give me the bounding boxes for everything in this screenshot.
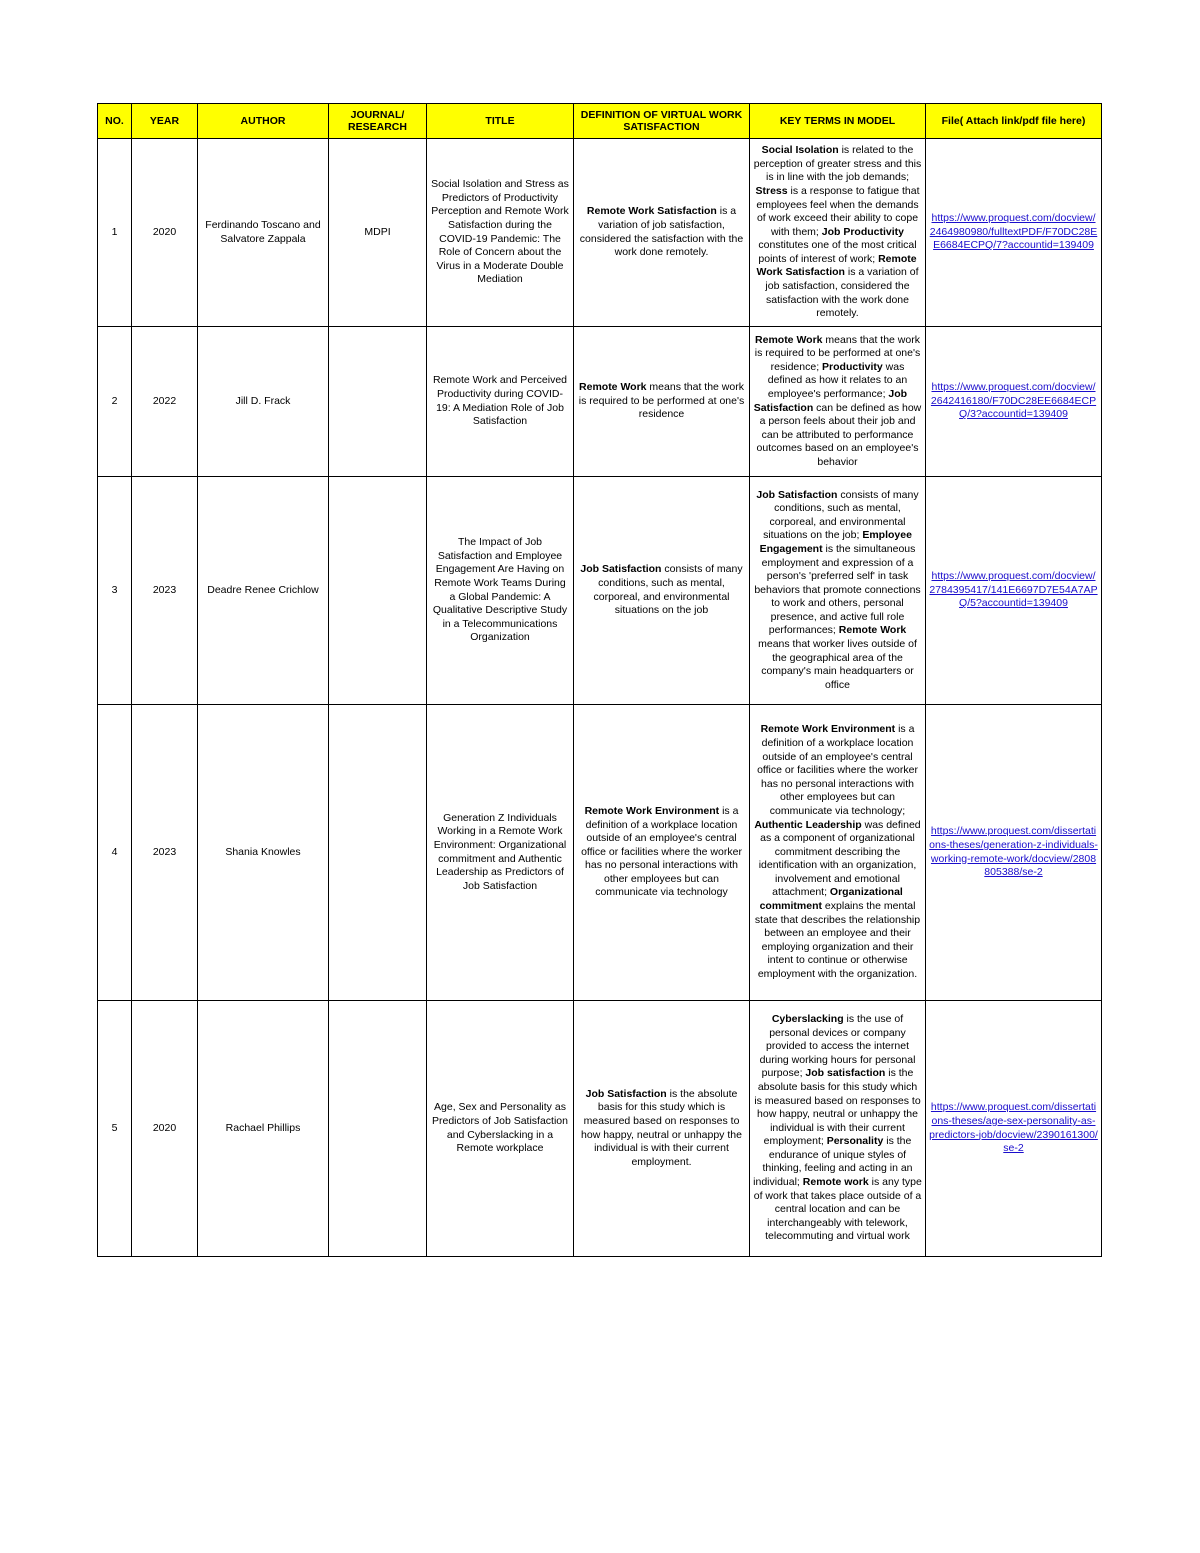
key-term: Employee Engagement [759, 529, 912, 555]
proquest-link[interactable]: https://www.proquest.com/docview/2784395417/141E6697D7E54A7APQ/5?accountid=139409 [929, 570, 1098, 610]
row-journal [329, 477, 427, 705]
header-no: NO. [98, 104, 132, 139]
row-journal: MDPI [329, 139, 427, 327]
row-file [926, 1001, 1102, 1257]
key-term: Remote Work [755, 333, 823, 346]
header-title: TITLE [427, 104, 574, 139]
key-term: Job satisfaction [805, 1067, 886, 1080]
key-term: Social Isolation [761, 144, 839, 157]
row-file [926, 705, 1102, 1001]
header-file: File( Attach link/pdf file here) [926, 104, 1102, 139]
key-term: Productivity [822, 360, 883, 373]
key-term-text: was defined as a component of organizational commitment describing the identification with an organization, involvement and emotional attachment; [758, 818, 921, 899]
proquest-link[interactable]: https://www.proquest.com/docview/2464980980/fulltextPDF/F70DC28EE6684ECPQ/7?accountid=139409 [929, 212, 1098, 252]
row-no: 4 [98, 705, 132, 1001]
key-term: Remote Work Environment [760, 723, 896, 736]
row-definition [574, 705, 750, 1001]
row-definition [574, 1001, 750, 1257]
key-term-text: is the use of personal devices or company provided to access the internet during working hours for personal purpose; [759, 1012, 916, 1080]
header-row [98, 104, 1102, 139]
key-term-text: is a response to fatigue that employees feel when the demands of work exceed their ability to cope with them; [756, 184, 920, 238]
row-journal [329, 705, 427, 1001]
key-term: Authentic Leadership [754, 818, 862, 831]
row-author: Rachael Phillips [198, 1001, 329, 1257]
key-term-text: is the simultaneous employment and expression of a person's 'preferred self' in task behaviors that promote connections to work and others, personal presence, and active full role performances; [754, 542, 921, 637]
row-journal [329, 327, 427, 477]
row-title: The Impact of Job Satisfaction and Employee Engagement Are Having on Remote Work Teams During a Global Pandemic: A Qualitative Descriptive Study in a Telecommunications Organization [427, 477, 574, 705]
key-term-text: was defined as how it relates to an employee's performance; [767, 360, 908, 400]
row-file [926, 327, 1102, 477]
row-title: Generation Z Individuals Working in a Remote Work Environment: Organizational commitment and Authentic Leadership as Predictors of Job Satisfaction [427, 705, 574, 1001]
key-term: Job Satisfaction [756, 488, 838, 501]
row-no: 3 [98, 477, 132, 705]
row-title: Age, Sex and Personality as Predictors of Job Satisfaction and Cyberslacking in a Remote workplace [427, 1001, 574, 1257]
key-term-text: consists of many conditions, such as mental, corporeal, and environmental situations on the job; [763, 488, 919, 542]
table-row [98, 1001, 1102, 1257]
row-key-terms [750, 327, 926, 477]
proquest-link[interactable]: https://www.proquest.com/dissertations-theses/generation-z-individuals-working-remote-work/docview/2808805388/se-2 [929, 825, 1098, 879]
row-key-terms [750, 139, 926, 327]
row-year: 2023 [132, 705, 198, 1001]
table-row [98, 139, 1102, 327]
row-author: Shania Knowles [198, 705, 329, 1001]
row-year: 2020 [132, 139, 198, 327]
row-title: Remote Work and Perceived Productivity during COVID-19: A Mediation Role of Job Satisfaction [427, 327, 574, 477]
definition-text: is a variation of job satisfaction, considered the satisfaction with the work done remotely. [579, 205, 744, 259]
key-term-text: explains the mental state that describes the relationship between an employee and their employing organization and their intent to continue or otherwise employment with the organization. [754, 900, 921, 981]
definition-text: is a definition of a workplace location outside of an employee's central office or facilities where the worker has no personal interactions with other employees but can communicate via technology [581, 804, 742, 899]
proquest-link[interactable]: https://www.proquest.com/dissertations-theses/age-sex-personality-as-predictors-job/docview/2390161300/se-2 [929, 1101, 1098, 1155]
table-row [98, 327, 1102, 477]
key-term: Remote work [802, 1176, 869, 1189]
definition-term: Remote Work [579, 381, 647, 394]
row-author: Jill D. Frack [198, 327, 329, 477]
literature-matrix-table [97, 103, 1102, 1257]
key-term: Stress [755, 184, 788, 197]
key-term-text: means that worker lives outside of the geographical area of the company's main headquarters or office [758, 638, 917, 691]
row-no: 5 [98, 1001, 132, 1257]
key-term-text: is a definition of a workplace location outside of an employee's central office or facilities where the worker has no personal interactions with other employees but can communicate via technology; [757, 723, 918, 817]
header-journal: JOURNAL/ RESEARCH [329, 104, 427, 139]
key-term: Job Satisfaction [753, 387, 908, 414]
row-year: 2022 [132, 327, 198, 477]
definition-text: means that the work is required to be performed at one's residence [578, 381, 745, 421]
key-term: Remote Work [838, 624, 907, 637]
key-term: Job Productivity [821, 225, 905, 238]
header-definition: DEFINITION OF VIRTUAL WORK SATISFACTION [574, 104, 750, 139]
key-term-text: is the absolute basis for this study which is measured based on responses to how happy, neutral or unhappy the individual is with their current employment; [754, 1067, 921, 1148]
definition-term: Remote Work Satisfaction [586, 205, 717, 218]
header-author: AUTHOR [198, 104, 329, 139]
header-year: YEAR [132, 104, 198, 139]
key-term-text: means that the work is required to be performed at one's residence; [754, 333, 921, 373]
proquest-link[interactable]: https://www.proquest.com/docview/2642416180/F70DC28EE6684ECPQ/3?accountid=139409 [930, 381, 1097, 421]
row-no: 1 [98, 139, 132, 327]
row-file [926, 139, 1102, 327]
row-year: 2023 [132, 477, 198, 705]
key-term: Organizational commitment [759, 886, 903, 913]
definition-term: Job Satisfaction [585, 1087, 667, 1100]
row-key-terms [750, 1001, 926, 1257]
definition-term: Job Satisfaction [580, 563, 662, 576]
table-row [98, 705, 1102, 1001]
row-author: Ferdinando Toscano and Salvatore Zappala [198, 139, 329, 327]
row-definition [574, 327, 750, 477]
key-term-text: constitutes one of the most critical points of interest of work; [758, 239, 917, 265]
key-term-text: is any type of work that takes place outside of a central location and can be interchangeably with telework, telecommuting and virtual work [753, 1176, 922, 1243]
definition-text: is the absolute basis for this study which is measured based on responses to how happy, neutral or unhappy the individual is with their current employment. [581, 1087, 742, 1168]
row-key-terms [750, 705, 926, 1001]
definition-term: Remote Work Environment [584, 804, 720, 817]
row-year: 2020 [132, 1001, 198, 1257]
key-term: Cyberslacking [771, 1012, 844, 1025]
row-journal [329, 1001, 427, 1257]
table-row [98, 477, 1102, 705]
row-file [926, 477, 1102, 705]
row-key-terms [750, 477, 926, 705]
key-term-text: is related to the perception of greater stress and this is in line with the job demands; [753, 144, 922, 184]
key-term-text: can be defined as how a person feels about their job and can be attributed to performance outcomes based on an employee's behavior [756, 401, 922, 468]
key-term-text: is the endurance of unique styles of thinking, feeling and acting in an individual; [753, 1135, 913, 1189]
key-term: Personality [826, 1135, 884, 1148]
row-definition [574, 477, 750, 705]
row-author: Deadre Renee Crichlow [198, 477, 329, 705]
header-key-terms: KEY TERMS IN MODEL [750, 104, 926, 139]
definition-text: consists of many conditions, such as mental, corporeal, and environmental situations on the job [593, 563, 743, 617]
key-term-text: is a variation of job satisfaction, considered the satisfaction with the work done remotely. [765, 266, 919, 320]
row-definition [574, 139, 750, 327]
key-term: Remote Work Satisfaction [756, 252, 917, 279]
row-title: Social Isolation and Stress as Predictors of Productivity Perception and Remote Work Satisfaction during the COVID-19 Pandemic: The Role of Concern about the Virus in a Moderate Double Mediation [427, 139, 574, 327]
row-no: 2 [98, 327, 132, 477]
